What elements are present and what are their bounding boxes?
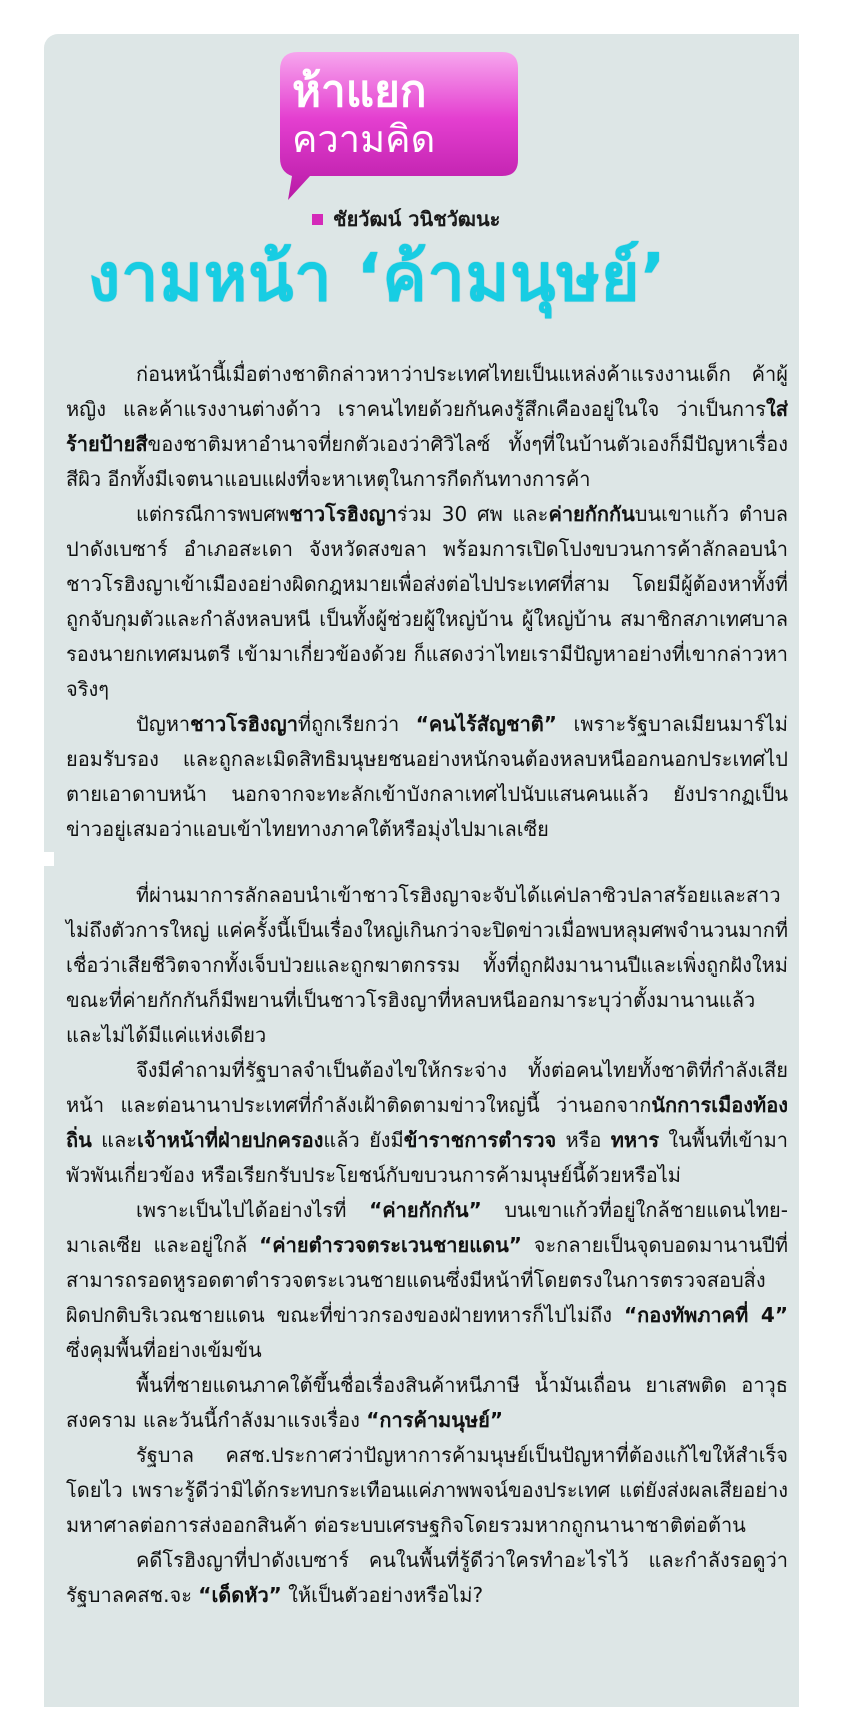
paragraph (66, 1368, 788, 1438)
paragraph-text: รัฐบาล คสช.ประกาศว่าปัญหาการค้ามนุษย์เป็นปัญหาที่ต้องแก้ไขให้สำเร็จโดยไว เพราะรู้ดีว่ามิได้กระทบกระเทือนแค่ภาพพจน์ของประเทศ แต่ยังส่งผลเสียอย่างมหาศาลต่อการส่งออกสินค้า ต่อระบบเศรษฐกิจโดยรวมหากถูกนานาชาติต่อต้าน (66, 1443, 788, 1537)
logo-line2: ความคิด (292, 117, 436, 161)
paragraph-text: และ (91, 1128, 137, 1152)
paragraph-text: ที่ผ่านมาการลักลอบนำเข้าชาวโรฮิงญาจะจับได้แค่ปลาซิวปลาสร้อยและสาวไม่ถึงตัวการใหญ่ แค่ครั้งนี้เป็นเรื่องใหญ่เกินกว่าจะปิดข่าวเมื่อพบหลุมศพจำนวนมากที่เชื่อว่าเสียชีวิตจากทั้งเจ็บป่วยและถูกฆาตกรรม ทั้งที่ถูกฝังมานานปีและเพิ่งถูกฝังใหม่ ขณะที่ค่ายกักกันก็มีพยานที่เป็นชาวโรฮิงญาที่หลบหนีออกมาระบุว่าตั้งมานานแล้ว และไม่ได้มีแค่แห่งเดียว (66, 883, 788, 1047)
paragraph-text: จะกลายเป็นจุดบอดมานานปีที่สามารถรอดหูรอดตาตำรวจตระเวนชายแดนซึ่งมีหน้าที่โดยตรงในการตรวจสอบสิ่งผิดปกติบริเวณชายแดน ขณะที่ข่าวกรองของฝ่ายทหารก็ไปไม่ถึง (66, 1233, 789, 1327)
paragraph-text: คดีโรฮิงญาที่ปาดังเบซาร์ คนในพื้นที่รู้ดีว่าใครทำอะไรไว้ และกำลังรอดูว่า รัฐบาลคสช.จะ (66, 1548, 788, 1607)
paragraph-text: ที่ถูกเรียกว่า (297, 712, 416, 736)
paragraph-text: จึงมีคำถามที่รัฐบาลจำเป็นต้องไขให้กระจ่าง ทั้งต่อคนไทยทั้งชาติที่กำลังเสียหน้า และต่อนานาประเทศที่กำลังเฝ้าติดตามข่าวใหญ่นี้ ว่านอกจาก (66, 1058, 788, 1117)
paragraph-text: หรือ (556, 1128, 611, 1152)
author-name: ชัยวัฒน์ วนิชวัฒนะ (333, 207, 501, 231)
emphasis-text: นักการเมืองท้องถิ่น (66, 1093, 788, 1152)
logo-line1: ห้าแยก (292, 66, 427, 117)
emphasis-text: ทหาร (610, 1128, 660, 1152)
paragraph-text: ปัญหา (136, 712, 191, 736)
emphasis-text: ข้าราชการตำรวจ (403, 1128, 557, 1152)
paragraph-text: แต่กรณีการพบศพ (136, 502, 290, 526)
emphasis-text: “การค้ามนุษย์” (366, 1408, 503, 1432)
paragraph (66, 1053, 788, 1193)
headline: งามหน้า ‘ค้ามนุษย์’ (88, 239, 667, 316)
paragraph (66, 357, 788, 497)
paragraph-text: ของชาติมหาอำนาจที่ยกตัวเองว่าศิวิไลซ์ ทั้งๆที่ในบ้านตัวเองก็มีปัญหาเรื่องสีผิว อีกทั้งมีเจตนาแอบแฝงที่จะหาเหตุในการกีดกันทางการค้า (66, 432, 788, 491)
emphasis-text: ค่ายกักกัน (548, 502, 635, 526)
paragraph-text: พื้นที่ชายแดนภาคใต้ขึ้นชื่อเรื่องสินค้าหนีภาษี น้ำมันเถื่อน ยาเสพติด อาวุธสงคราม และวันนี้กำลังมาแรงเรื่อง (66, 1373, 788, 1432)
bullet-square-icon (312, 214, 323, 225)
paragraph-text: ซึ่งคุมพื้นที่อย่างเข้มข้น (66, 1338, 262, 1362)
paragraph-text: ในพื้นที่เข้ามาพัวพันเกี่ยวข้อง หรือเรียกรับประโยชน์กับขบวนการค้ามนุษย์นี้ด้วยหรือไม่ (66, 1128, 788, 1187)
emphasis-text: “ค่ายตำรวจตระเวนชายแดน” (259, 1233, 522, 1257)
emphasis-text: ใส่ร้ายป้ายสี (66, 397, 788, 456)
paragraph (66, 1438, 788, 1543)
emphasis-text: “กองทัพภาคที่ 4” (623, 1303, 788, 1327)
author-byline (312, 203, 500, 235)
emphasis-text: “เด็ดหัว” (198, 1583, 282, 1607)
paragraph (66, 1543, 788, 1613)
paragraph-text: เพราะรัฐบาลเมียนมาร์ไม่ยอมรับรอง และถูกละเมิดสิทธิมนุษยชนอย่างหนักจนต้องหลบหนีออกนอกประเทศไปตายเอาดาบหน้า นอกจากจะทะลักเข้าบังกลาเทศไปนับแสนคนแล้ว ยังปรากฏเป็นข่าวอยู่เสมอว่าแอบเข้าไทยทางภาคใต้หรือมุ่งไปมาเลเซีย (66, 712, 788, 841)
emphasis-text: เจ้าหน้าที่ฝ่ายปกครอง (136, 1128, 324, 1152)
panel-divider (44, 852, 54, 866)
paragraph-text: ให้เป็นตัวอย่างหรือไม่? (281, 1583, 484, 1607)
paragraph-text: บนเขาแก้วที่อยู่ใกล้ชายแดนไทย-มาเลเซีย และอยู่ใกล้ (66, 1198, 788, 1257)
column-logo (280, 52, 518, 222)
paragraph-text: แล้ว ยังมี (323, 1128, 404, 1152)
paragraph-text: ร่วม 30 ศพ และ (396, 502, 549, 526)
paragraph (66, 497, 788, 707)
paragraph-text: บนเขาแก้ว ตำบลปาดังเบซาร์ อำเภอสะเดา จังหวัดสงขลา พร้อมการเปิดโปงขบวนการค้าลักลอบนำชาวโรฮิงญาเข้าเมืองอย่างผิดกฎหมายเพื่อส่งต่อไปประเทศที่สาม โดยมีผู้ต้องหาทั้งที่ถูกจับกุมตัวและกำลังหลบหนี เป็นทั้งผู้ช่วยผู้ใหญ่บ้าน ผู้ใหญ่บ้าน สมาชิกสภาเทศบาล รองนายกเทศมนตรี เข้ามาเกี่ยวข้องด้วย ก็แสดงว่าไทยเรามีปัญหาอย่างที่เขากล่าวหาจริงๆ (66, 502, 788, 701)
paragraph-text: เพราะเป็นไปได้อย่างไรที่ (136, 1198, 370, 1222)
paragraph (66, 707, 788, 847)
paragraph-text: ก่อนหน้านี้เมื่อต่างชาติกล่าวหาว่าประเทศไทยเป็นแหล่งค้าแรงงานเด็ก ค้าผู้หญิง และค้าแรงงานต่างด้าว เราคนไทยด้วยกันคงรู้สึกเคืองอยู่ในใจ ว่าเป็นการ (66, 362, 788, 421)
article-body (66, 357, 788, 1613)
paragraph (66, 878, 788, 1053)
emphasis-text: “คนไร้สัญชาติ” (415, 712, 557, 736)
paragraph (66, 1193, 788, 1368)
emphasis-text: ชาวโรฮิงญา (289, 502, 397, 526)
emphasis-text: “ค่ายกักกัน” (369, 1198, 482, 1222)
emphasis-text: ชาวโรฮิงญา (190, 712, 298, 736)
